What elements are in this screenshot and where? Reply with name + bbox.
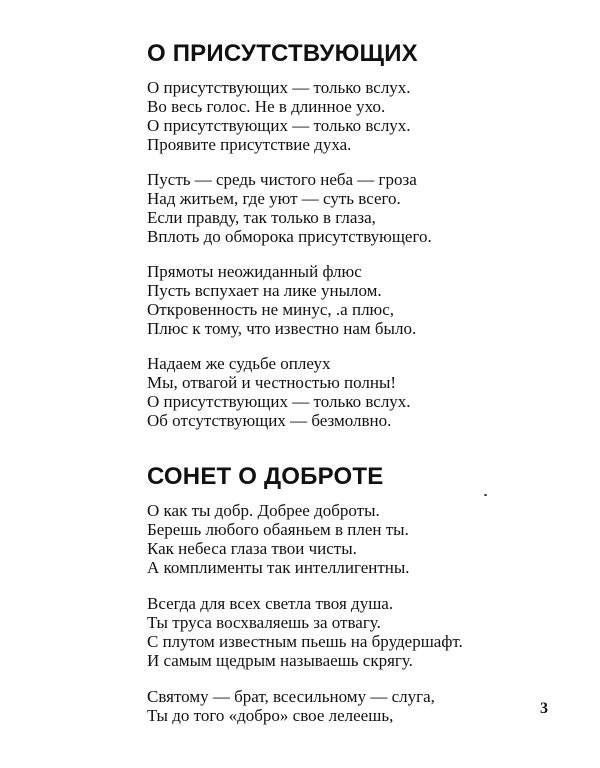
poem-line: О присутствующих — только вслух. — [147, 392, 411, 411]
poem-line: Прямоты неожиданный флюс — [147, 262, 362, 281]
page-number: 3 — [540, 700, 548, 717]
poem-line: С плутом известным пьешь на брудершафт. — [147, 632, 463, 651]
poem-sonet-o-dobrote — [147, 463, 567, 742]
stanza — [147, 354, 567, 430]
stanza — [147, 262, 567, 338]
poem-line: А комплименты так интеллигентны. — [147, 558, 410, 577]
poem-line: Если правду, так только в глаза, — [147, 208, 376, 227]
poem-line: Всегда для всех светла твоя душа. — [147, 594, 394, 613]
stanza — [147, 687, 567, 725]
poem-line: Откровенность не минус, .а плюс, — [147, 300, 395, 319]
stanza — [147, 594, 567, 670]
poem-line: И самым щедрым называешь скрягу. — [147, 651, 413, 670]
stanza — [147, 78, 567, 154]
poem-line: Мы, отвагой и честностью полны! — [147, 373, 397, 392]
poem-line: Ты труса восхваляешь за отвагу. — [147, 613, 381, 632]
print-speck — [484, 494, 487, 496]
stanza — [147, 170, 567, 246]
poem-line: Над житьем, где уют — суть всего. — [147, 189, 401, 208]
poem-line: Как небеса глаза твои чисты. — [147, 539, 357, 558]
stanza — [147, 501, 567, 577]
poem-line: Вплоть до обморока присутствующего. — [147, 227, 432, 246]
poem-line: О как ты добр. Добрее доброты. — [147, 501, 380, 520]
poem-line: Надаем же судьбе оплеух — [147, 354, 331, 373]
poem-line: Ты до того «добро» свое лелеешь, — [147, 706, 394, 725]
poem-line: Плюс к тому, что известно нам было. — [147, 319, 417, 338]
poem-o-prisutstvuyushchikh — [147, 40, 567, 446]
poem-line: Во весь голос. Не в длинное ухо. — [147, 97, 386, 116]
poem-line: О присутствующих — только вслух. — [147, 116, 411, 135]
poem-line: Пусть вспухает на лике унылом. — [147, 281, 382, 300]
poem-title: О ПРИСУТСТВУЮЩИХ — [147, 40, 418, 67]
poem-line: О присутствующих — только вслух. — [147, 78, 411, 97]
poem-line: Пусть — средь чистого неба — гроза — [147, 170, 417, 189]
poem-line: Святому — брат, всесильному — слуга, — [147, 687, 435, 706]
poem-line: Об отсутствующих — безмолвно. — [147, 411, 392, 430]
poem-line: Берешь любого обаяньем в плен ты. — [147, 520, 409, 539]
poem-title: СОНЕТ О ДОБРОТЕ — [147, 463, 384, 490]
poem-line: Проявите присутствие духа. — [147, 135, 352, 154]
